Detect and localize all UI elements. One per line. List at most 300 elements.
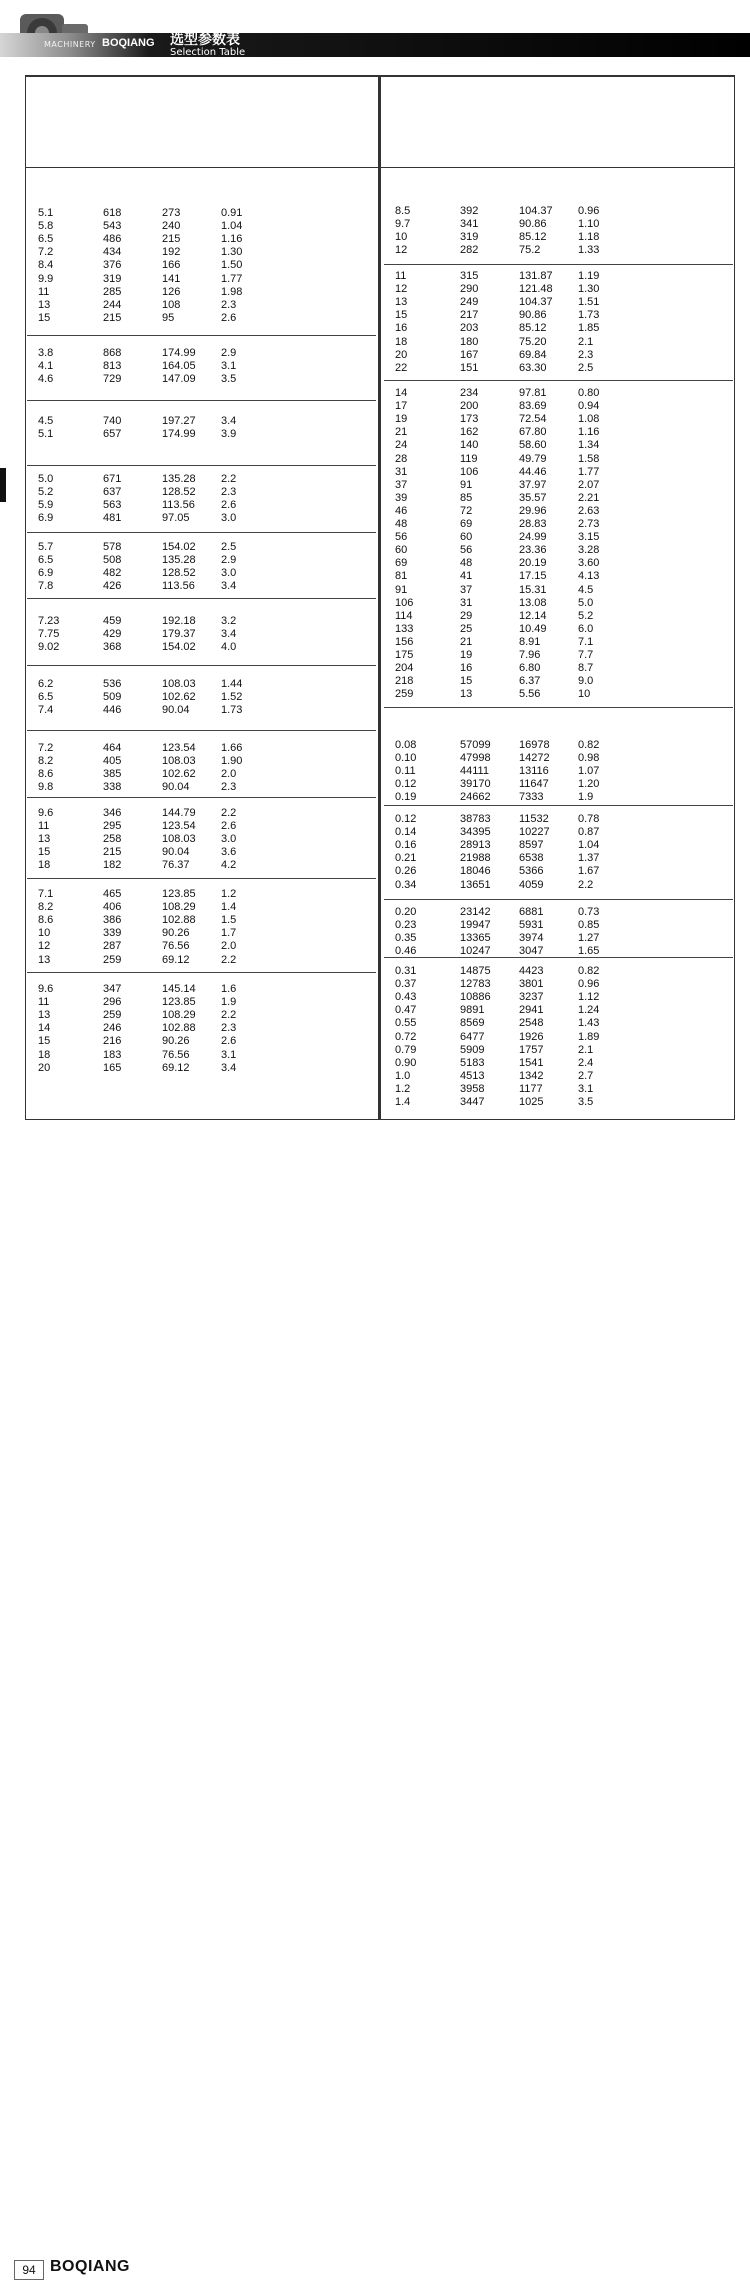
data-cell: 20 (395, 348, 408, 361)
data-cell: 385 (103, 768, 122, 781)
data-cell: 1.34 (578, 439, 600, 452)
data-cell: 8.6 (38, 768, 54, 781)
data-cell: 11 (395, 270, 407, 282)
data-cell: 618 (103, 207, 122, 219)
data-cell: 0.78 (578, 813, 600, 825)
data-cell: 464 (103, 742, 122, 754)
data-cell: 108.03 (162, 833, 196, 846)
data-cell: 1.16 (578, 426, 600, 439)
data-cell: 1.2 (395, 1082, 411, 1095)
data-cell: 21 (460, 635, 473, 648)
data-cell: 6.5 (38, 691, 54, 704)
data-cell: 3.4 (221, 415, 237, 427)
data-cell: 1.04 (221, 220, 243, 233)
group-separator (27, 532, 376, 533)
data-cell: 91 (460, 478, 473, 491)
data-cell: 104.37 (519, 205, 553, 217)
data-cell: 10886 (460, 991, 491, 1004)
data-cell: 5.9 (38, 499, 54, 512)
data-cell: 11532 (519, 813, 549, 825)
group-separator (27, 465, 376, 466)
data-cell: 215 (103, 846, 122, 859)
data-cell: 9.6 (38, 983, 54, 995)
data-cell: 368 (103, 641, 122, 654)
data-cell: 11 (38, 820, 50, 833)
data-cell: 2.6 (221, 311, 237, 324)
data-cell: 3.0 (221, 567, 237, 580)
data-cell: 60 (395, 544, 408, 557)
group-separator (27, 400, 376, 401)
data-cell: 2.63 (578, 504, 600, 517)
page-title: 选型参数表 (170, 32, 240, 48)
data-cell: 11 (38, 285, 50, 298)
data-cell: 1.65 (578, 945, 600, 958)
data-cell: 12783 (460, 978, 491, 991)
data-cell: 2.2 (578, 878, 594, 891)
data-cell: 15 (395, 309, 408, 322)
data-cell: 18046 (460, 865, 491, 878)
data-cell: 24.99 (519, 531, 547, 544)
data-cell: 7.1 (578, 635, 594, 648)
data-cell: 10 (38, 927, 51, 940)
data-cell: 319 (460, 231, 479, 244)
data-cell: 0.21 (395, 852, 417, 865)
data-cell: 1.90 (221, 755, 243, 768)
data-cell: 95 (162, 311, 175, 324)
data-cell: 10247 (460, 945, 491, 958)
data-cell: 2.0 (221, 768, 237, 781)
data-cell: 106 (395, 596, 414, 609)
page-footer (0, 1125, 750, 2277)
data-cell: 0.34 (395, 878, 417, 891)
data-cell: 5.7 (38, 541, 54, 553)
data-cell: 1.6 (221, 983, 237, 995)
data-cell: 0.55 (395, 1017, 417, 1030)
data-cell: 0.91 (221, 207, 243, 219)
data-cell: 8.2 (38, 755, 54, 768)
data-cell: 28 (395, 452, 408, 465)
data-cell: 12 (395, 244, 408, 257)
data-cell: 2.73 (578, 518, 600, 530)
side-tab-marker (0, 468, 6, 502)
data-cell: 23.36 (519, 544, 547, 557)
data-cell: 57099 (460, 739, 491, 751)
data-cell: 11647 (519, 778, 549, 791)
data-cell: 145.14 (162, 983, 196, 995)
data-cell: 0.43 (395, 991, 417, 1004)
data-cell: 5.56 (519, 688, 541, 701)
data-cell: 4.0 (221, 641, 237, 654)
data-cell: 175 (395, 649, 414, 661)
data-cell: 48 (395, 518, 408, 530)
data-cell: 9.8 (38, 781, 54, 794)
data-cell: 108.03 (162, 755, 196, 768)
data-cell: 2.4 (578, 1056, 594, 1069)
data-cell: 6.5 (38, 554, 54, 567)
data-cell: 578 (103, 541, 122, 553)
data-cell: 1.7 (221, 927, 237, 940)
data-cell: 14272 (519, 752, 550, 765)
data-cell: 35.57 (519, 491, 547, 504)
data-cell: 0.37 (395, 978, 417, 991)
data-cell: 164.05 (162, 360, 196, 373)
data-cell: 508 (103, 554, 122, 567)
data-cell: 47998 (460, 752, 491, 765)
data-cell: 4.13 (578, 570, 600, 583)
data-cell: 1.4 (395, 1096, 411, 1108)
column-divider (378, 75, 381, 1120)
data-cell: 8.7 (578, 662, 594, 675)
data-cell: 1.77 (578, 465, 600, 478)
data-cell: 1.0 (395, 1069, 411, 1082)
data-cell: 192.18 (162, 615, 196, 627)
data-cell: 259 (103, 1009, 122, 1022)
data-cell: 0.31 (395, 965, 417, 977)
group-separator (384, 805, 733, 806)
data-cell: 34395 (460, 826, 491, 839)
data-cell: 1342 (519, 1069, 544, 1082)
data-cell: 3047 (519, 945, 544, 958)
data-cell: 37 (395, 478, 408, 491)
data-cell: 3237 (519, 991, 544, 1004)
data-cell: 2.6 (221, 1035, 237, 1048)
data-cell: 197.27 (162, 415, 196, 427)
machinery-label: MACHINERY (44, 40, 96, 49)
data-cell: 21988 (460, 852, 491, 865)
data-cell: 37 (460, 583, 473, 596)
page-subtitle: Selection Table (170, 47, 246, 58)
data-cell: 123.85 (162, 996, 196, 1009)
data-cell: 14875 (460, 965, 491, 977)
data-cell: 1.73 (578, 309, 600, 322)
data-cell: 244 (103, 298, 122, 311)
data-cell: 23142 (460, 906, 491, 918)
data-cell: 6.37 (519, 675, 541, 688)
data-cell: 5931 (519, 919, 544, 932)
data-cell: 7.1 (38, 888, 54, 900)
data-cell: 2.2 (221, 1009, 237, 1022)
data-cell: 1757 (519, 1043, 544, 1056)
data-cell: 259 (103, 953, 122, 966)
group-separator (384, 957, 733, 958)
data-cell: 8.5 (395, 205, 411, 217)
data-cell: 90.04 (162, 846, 190, 859)
data-cell: 182 (103, 859, 122, 872)
data-cell: 8.4 (38, 259, 54, 272)
data-cell: 11 (38, 996, 50, 1009)
group-separator (27, 598, 376, 599)
table-border-right (734, 75, 735, 1120)
data-cell: 203 (460, 322, 479, 335)
data-cell: 108.29 (162, 1009, 196, 1022)
data-cell: 76.37 (162, 859, 190, 872)
data-cell: 90.86 (519, 218, 547, 231)
data-cell: 13.08 (519, 596, 547, 609)
data-cell: 6.2 (38, 678, 54, 690)
data-cell: 0.14 (395, 826, 417, 839)
data-cell: 16 (460, 662, 473, 675)
data-cell: 6.0 (578, 622, 594, 635)
data-cell: 90.04 (162, 781, 190, 794)
data-cell: 141 (162, 272, 181, 285)
data-cell: 740 (103, 415, 122, 427)
data-cell: 0.12 (395, 813, 417, 825)
data-cell: 1926 (519, 1030, 544, 1043)
data-cell: 285 (103, 285, 122, 298)
data-cell: 1.67 (578, 865, 600, 878)
data-cell: 1.51 (578, 296, 600, 309)
data-cell: 13651 (460, 878, 491, 891)
data-cell: 2.21 (578, 491, 600, 504)
data-cell: 536 (103, 678, 122, 690)
data-cell: 4513 (460, 1069, 485, 1082)
data-cell: 7.23 (38, 615, 60, 627)
data-cell: 434 (103, 246, 122, 259)
data-cell: 0.85 (578, 919, 600, 932)
data-cell: 0.12 (395, 778, 417, 791)
data-cell: 7.2 (38, 246, 54, 259)
data-cell: 166 (162, 259, 181, 272)
group-separator (27, 665, 376, 666)
data-cell: 406 (103, 901, 122, 914)
data-cell: 1.43 (578, 1017, 600, 1030)
data-cell: 4059 (519, 878, 544, 891)
data-cell: 16978 (519, 739, 550, 751)
data-cell: 174.99 (162, 347, 196, 359)
data-cell: 1541 (519, 1056, 544, 1069)
data-cell: 90.86 (519, 309, 547, 322)
data-cell: 0.98 (578, 752, 600, 765)
data-cell: 1.12 (578, 991, 600, 1004)
data-cell: 14 (395, 387, 408, 399)
data-cell: 63.30 (519, 361, 547, 374)
data-cell: 10.49 (519, 622, 547, 635)
data-cell: 563 (103, 499, 122, 512)
data-cell: 392 (460, 205, 479, 217)
data-cell: 9.02 (38, 641, 60, 654)
data-cell: 0.94 (578, 400, 600, 413)
data-cell: 58.60 (519, 439, 547, 452)
data-cell: 135.28 (162, 473, 196, 485)
data-cell: 1.20 (578, 778, 600, 791)
data-cell: 1.37 (578, 852, 600, 865)
data-cell: 1.4 (221, 901, 237, 914)
data-cell: 3.28 (578, 544, 600, 557)
data-cell: 3974 (519, 932, 544, 945)
data-cell: 290 (460, 283, 479, 296)
page-number: 94 (14, 2260, 44, 2280)
data-cell: 102.62 (162, 768, 196, 781)
data-cell: 1.52 (221, 691, 243, 704)
data-cell: 97.81 (519, 387, 547, 399)
data-cell: 8.6 (38, 914, 54, 927)
data-cell: 459 (103, 615, 122, 627)
data-cell: 1.9 (221, 996, 237, 1009)
data-cell: 3.5 (221, 373, 237, 386)
data-cell: 156 (395, 635, 414, 648)
data-cell: 376 (103, 259, 122, 272)
data-cell: 0.96 (578, 205, 600, 217)
data-cell: 5.8 (38, 220, 54, 233)
data-cell: 637 (103, 486, 122, 499)
data-cell: 5.0 (38, 473, 54, 485)
data-cell: 37.97 (519, 478, 547, 491)
data-cell: 72 (460, 504, 473, 517)
data-cell: 0.20 (395, 906, 417, 918)
data-cell: 216 (103, 1035, 122, 1048)
data-cell: 346 (103, 807, 122, 819)
data-cell: 3.9 (221, 428, 237, 441)
data-cell: 2.9 (221, 554, 237, 567)
data-cell: 465 (103, 888, 122, 900)
data-cell: 135.28 (162, 554, 196, 567)
data-cell: 315 (460, 270, 479, 282)
data-cell: 147.09 (162, 373, 196, 386)
data-cell: 1.73 (221, 704, 243, 717)
data-cell: 259 (395, 688, 414, 701)
data-cell: 282 (460, 244, 479, 257)
data-cell: 7.96 (519, 649, 541, 661)
data-cell: 13 (395, 296, 408, 309)
data-cell: 0.96 (578, 978, 600, 991)
data-cell: 14 (38, 1022, 51, 1035)
data-cell: 2.6 (221, 820, 237, 833)
data-cell: 128.52 (162, 486, 196, 499)
data-cell: 543 (103, 220, 122, 233)
data-cell: 1.9 (578, 791, 594, 804)
data-cell: 2.5 (221, 541, 237, 553)
data-cell: 405 (103, 755, 122, 768)
data-cell: 13365 (460, 932, 491, 945)
data-cell: 1.30 (578, 283, 600, 296)
data-cell: 29 (460, 609, 473, 622)
data-cell: 4.6 (38, 373, 54, 386)
data-cell: 39 (395, 491, 408, 504)
data-cell: 1.89 (578, 1030, 600, 1043)
data-cell: 108 (162, 298, 181, 311)
data-cell: 72.54 (519, 413, 547, 426)
data-cell: 114 (395, 609, 413, 622)
data-cell: 7.75 (38, 628, 60, 641)
data-cell: 3.0 (221, 512, 237, 525)
data-cell: 1.19 (578, 270, 600, 282)
group-separator (27, 972, 376, 973)
data-cell: 1.18 (578, 231, 600, 244)
data-cell: 4.2 (221, 859, 237, 872)
data-cell: 258 (103, 833, 122, 846)
data-cell: 0.16 (395, 839, 417, 852)
data-cell: 48 (460, 557, 473, 570)
data-cell: 151 (460, 361, 479, 374)
data-cell: 1.77 (221, 272, 243, 285)
data-cell: 5.1 (38, 428, 54, 441)
data-cell: 13 (38, 833, 51, 846)
data-cell: 8597 (519, 839, 544, 852)
data-cell: 121.48 (519, 283, 553, 296)
data-cell: 671 (103, 473, 122, 485)
data-cell: 76.56 (162, 940, 190, 953)
data-cell: 1.66 (221, 742, 243, 754)
data-cell: 3.60 (578, 557, 600, 570)
data-cell: 482 (103, 567, 122, 580)
data-cell: 29.96 (519, 504, 547, 517)
data-cell: 296 (103, 996, 122, 1009)
data-cell: 319 (103, 272, 122, 285)
data-cell: 446 (103, 704, 122, 717)
data-cell: 108.03 (162, 678, 196, 690)
data-cell: 7.7 (578, 649, 594, 661)
data-cell: 1.5 (221, 914, 237, 927)
group-separator (384, 707, 733, 708)
data-cell: 813 (103, 360, 122, 373)
data-cell: 16 (395, 322, 408, 335)
data-cell: 218 (395, 675, 414, 688)
data-cell: 2941 (519, 1004, 544, 1017)
data-cell: 2.5 (578, 361, 594, 374)
data-cell: 2.1 (578, 1043, 594, 1056)
data-cell: 246 (103, 1022, 122, 1035)
data-cell: 4.1 (38, 360, 54, 373)
data-cell: 85.12 (519, 231, 547, 244)
data-cell: 15 (38, 1035, 51, 1048)
data-cell: 90.26 (162, 927, 190, 940)
data-cell: 19 (460, 649, 473, 661)
data-cell: 9.6 (38, 807, 54, 819)
data-cell: 2.0 (221, 940, 237, 953)
data-cell: 0.82 (578, 965, 600, 977)
data-cell: 106 (460, 465, 479, 478)
data-cell: 0.35 (395, 932, 417, 945)
data-cell: 1.2 (221, 888, 237, 900)
data-cell: 0.82 (578, 739, 600, 751)
data-cell: 21 (395, 426, 408, 439)
data-cell: 1.44 (221, 678, 243, 690)
data-cell: 119 (460, 452, 478, 465)
data-cell: 102.88 (162, 914, 196, 927)
data-cell: 215 (162, 233, 181, 246)
data-cell: 0.19 (395, 791, 417, 804)
data-cell: 162 (460, 426, 479, 439)
data-cell: 0.08 (395, 739, 417, 751)
data-cell: 0.11 (395, 765, 416, 778)
data-cell: 729 (103, 373, 122, 386)
data-cell: 215 (103, 311, 122, 324)
data-cell: 240 (162, 220, 181, 233)
data-cell: 6477 (460, 1030, 485, 1043)
data-cell: 0.79 (395, 1043, 417, 1056)
data-cell: 154.02 (162, 541, 196, 553)
data-cell: 7.2 (38, 742, 54, 754)
data-cell: 6.80 (519, 662, 541, 675)
data-cell: 179.37 (162, 628, 196, 641)
data-cell: 19947 (460, 919, 491, 932)
data-cell: 481 (103, 512, 122, 525)
data-cell: 2.9 (221, 347, 237, 359)
data-cell: 131.87 (519, 270, 553, 282)
data-cell: 44.46 (519, 465, 547, 478)
data-cell: 69 (460, 518, 473, 530)
data-cell: 1.04 (578, 839, 600, 852)
data-cell: 102.88 (162, 1022, 196, 1035)
data-cell: 3.4 (221, 580, 237, 593)
data-cell: 31 (395, 465, 408, 478)
data-cell: 273 (162, 207, 181, 219)
data-cell: 0.10 (395, 752, 417, 765)
data-cell: 13 (460, 688, 473, 701)
page-header (0, 0, 750, 72)
data-cell: 9.9 (38, 272, 54, 285)
data-cell: 174.99 (162, 428, 196, 441)
